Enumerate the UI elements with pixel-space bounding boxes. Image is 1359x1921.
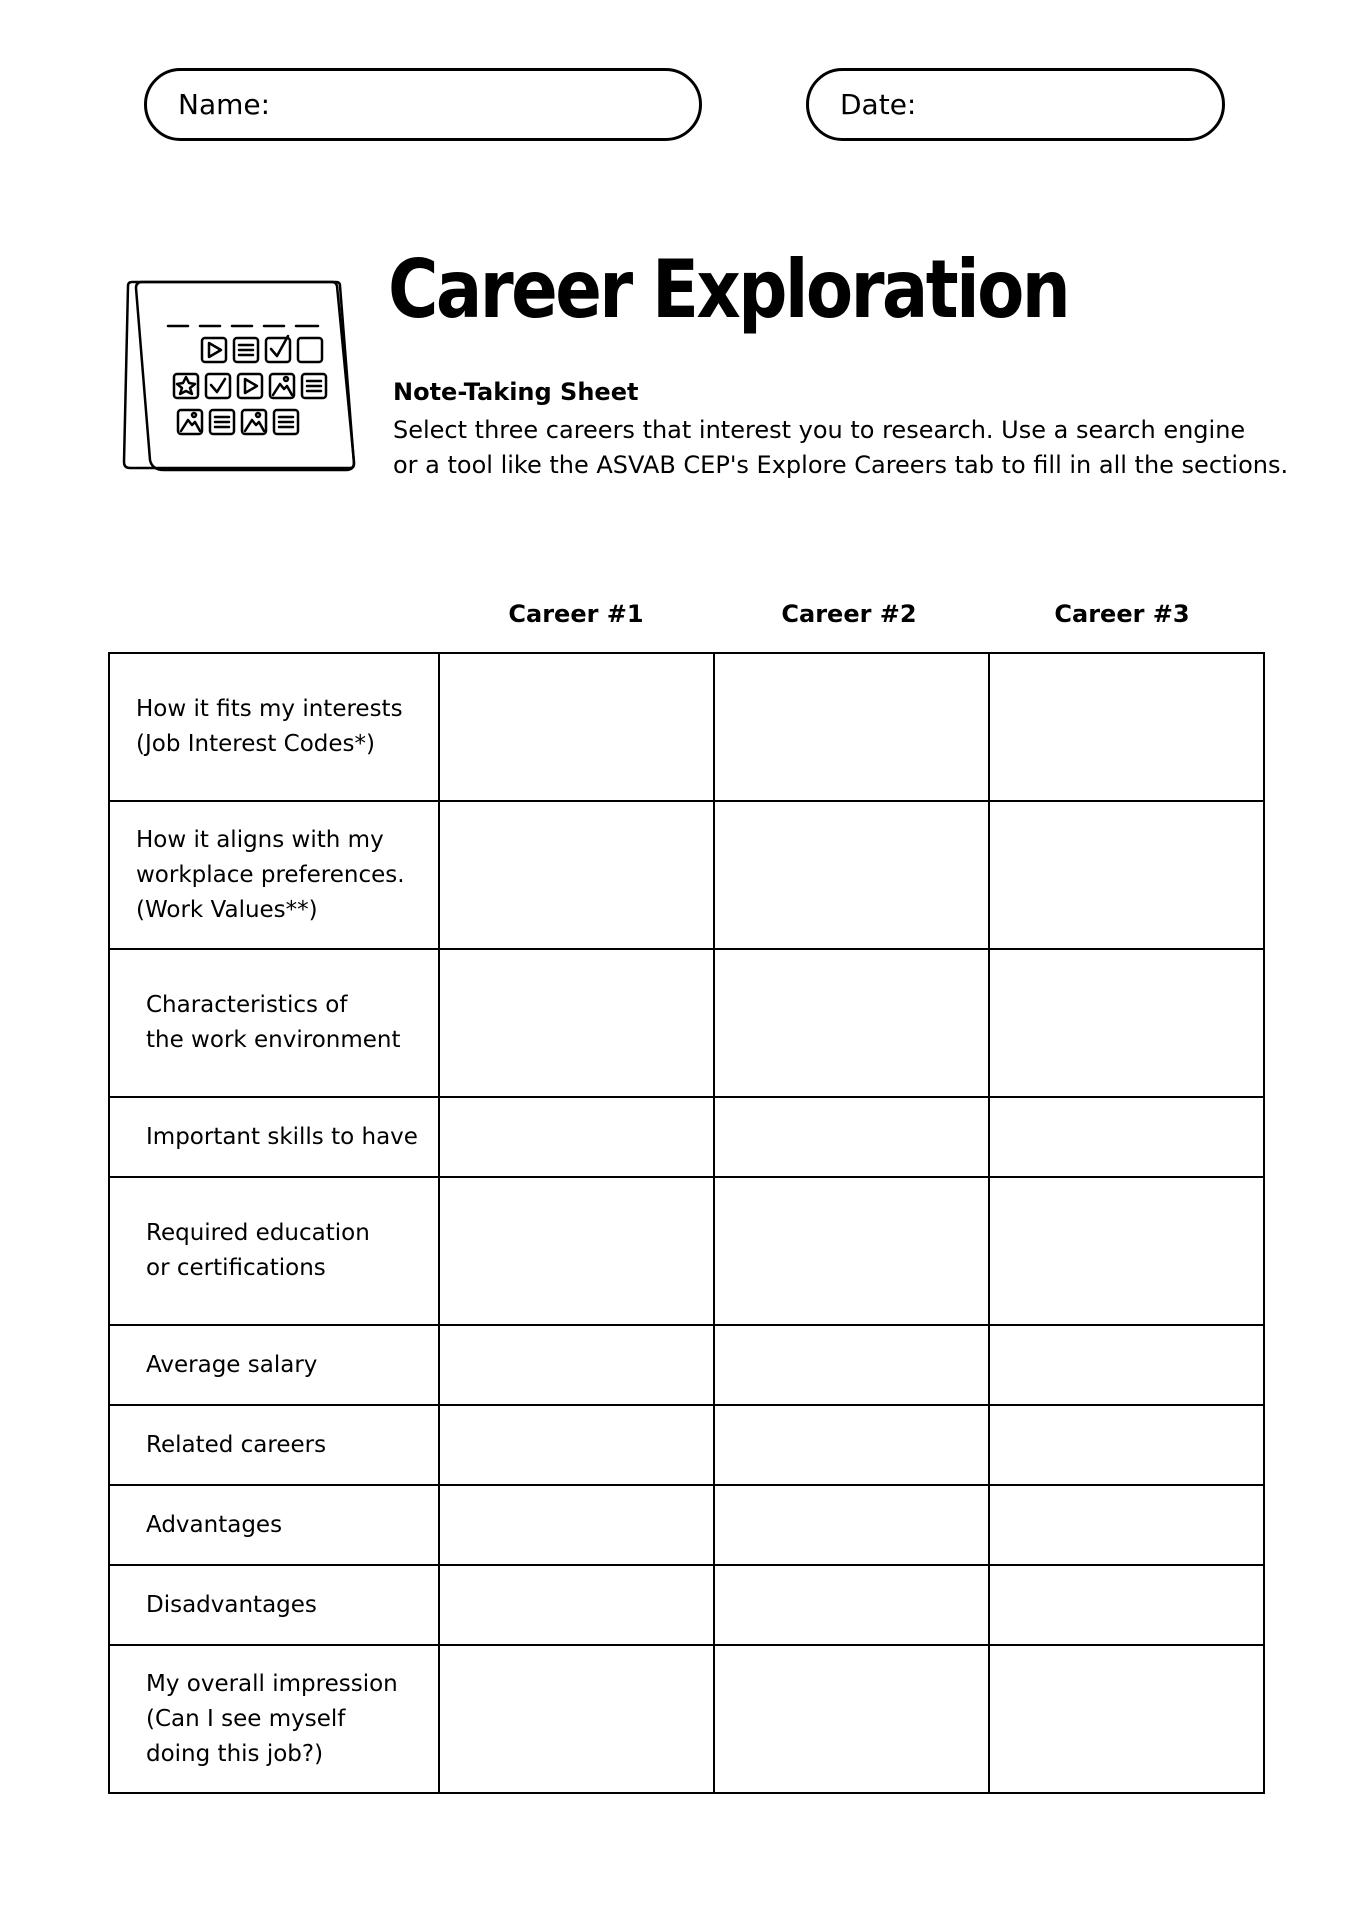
name-label: Name: (178, 88, 271, 121)
calendar-icon (122, 278, 362, 474)
table-cell[interactable] (439, 1177, 714, 1325)
column-header-career-2: Career #2 (781, 600, 917, 628)
table-cell[interactable] (439, 949, 714, 1097)
table-row (109, 1325, 1264, 1405)
table-row (109, 1097, 1264, 1177)
table-cell[interactable] (714, 949, 989, 1097)
row-label: How it aligns with my workplace preferences. (Work Values**) (109, 801, 439, 949)
table-cell[interactable] (714, 1645, 989, 1793)
table-row (109, 1645, 1264, 1793)
row-label: Advantages (109, 1485, 439, 1565)
row-label: How it fits my interests (Job Interest Codes*) (109, 653, 439, 801)
instructions-content: Select three careers that interest you to research. Use a search engine or a tool like the ASVAB CEP's Explore Careers tab to fill in all the sections. (393, 416, 1289, 479)
column-header-career-1: Career #1 (508, 600, 644, 628)
table-cell[interactable] (439, 1097, 714, 1177)
career-table (108, 652, 1265, 1794)
page-title: Career Exploration (388, 243, 1069, 336)
instructions-text (393, 413, 1293, 483)
table-row (109, 1177, 1264, 1325)
table-row (109, 1485, 1264, 1565)
table-cell[interactable] (989, 949, 1264, 1097)
table-cell[interactable] (714, 801, 989, 949)
column-header-career-3: Career #3 (1054, 600, 1190, 628)
table-cell[interactable] (714, 1565, 989, 1645)
name-field[interactable] (144, 68, 702, 141)
table-cell[interactable] (714, 1325, 989, 1405)
table-row (109, 801, 1264, 949)
row-label: Related careers (109, 1405, 439, 1485)
table-cell[interactable] (439, 653, 714, 801)
table-cell[interactable] (714, 653, 989, 801)
table-cell[interactable] (439, 801, 714, 949)
table-cell[interactable] (989, 1565, 1264, 1645)
row-label: My overall impression (Can I see myself doing this job?) (109, 1645, 439, 1793)
row-label: Required education or certifications (109, 1177, 439, 1325)
table-cell[interactable] (989, 1097, 1264, 1177)
date-label: Date: (840, 88, 917, 121)
table-cell[interactable] (989, 1405, 1264, 1485)
table-row (109, 1405, 1264, 1485)
table-row (109, 949, 1264, 1097)
page-subtitle: Note-Taking Sheet (393, 378, 639, 406)
table-row (109, 1565, 1264, 1645)
row-label: Characteristics of the work environment (109, 949, 439, 1097)
table-cell[interactable] (989, 653, 1264, 801)
table-cell[interactable] (989, 1177, 1264, 1325)
table-cell[interactable] (439, 1565, 714, 1645)
table-cell[interactable] (989, 1645, 1264, 1793)
date-field[interactable] (806, 68, 1225, 141)
table-cell[interactable] (439, 1485, 714, 1565)
table-cell[interactable] (714, 1097, 989, 1177)
table-cell[interactable] (989, 801, 1264, 949)
table-cell[interactable] (989, 1485, 1264, 1565)
table-row (109, 653, 1264, 801)
row-label: Disadvantages (109, 1565, 439, 1645)
table-cell[interactable] (439, 1645, 714, 1793)
table-cell[interactable] (439, 1325, 714, 1405)
row-label: Important skills to have (109, 1097, 439, 1177)
table-cell[interactable] (714, 1177, 989, 1325)
table-cell[interactable] (989, 1325, 1264, 1405)
table-cell[interactable] (439, 1405, 714, 1485)
row-label: Average salary (109, 1325, 439, 1405)
table-cell[interactable] (714, 1485, 989, 1565)
table-cell[interactable] (714, 1405, 989, 1485)
